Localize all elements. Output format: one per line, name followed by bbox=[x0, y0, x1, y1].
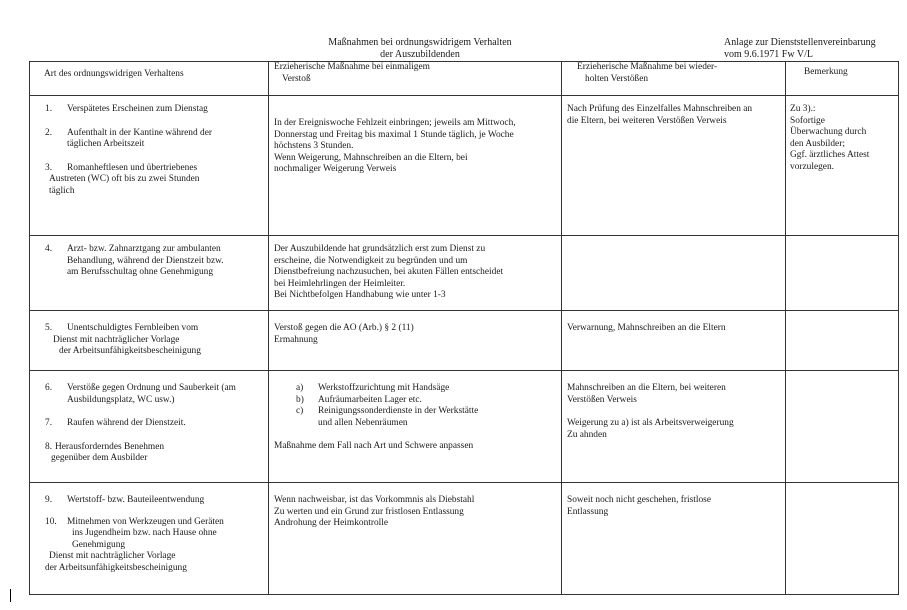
measure-text: Nach Prüfung des Einzelfalles Mahnschreiben an bbox=[567, 104, 753, 114]
item-number: 3. bbox=[45, 162, 53, 173]
subitem-letter: c) bbox=[296, 406, 304, 416]
item-text: ins Jugendheim bzw. nach Hause ohne bbox=[72, 528, 217, 538]
column-header-repeated-offense bbox=[562, 62, 786, 96]
measure-text: die Eltern, bei weiteren Verstößen Verweis bbox=[567, 115, 727, 126]
measure-text: Zu ahnden bbox=[567, 429, 607, 440]
measure-text: Zu werten und ein Grund zur fristlosen Entlassung bbox=[274, 506, 464, 517]
annex-reference bbox=[724, 37, 904, 61]
remark-text: Zu 3).: bbox=[790, 104, 816, 114]
repeated-offense-cell bbox=[562, 311, 786, 371]
remark-cell bbox=[786, 236, 899, 311]
table-row bbox=[30, 311, 899, 371]
repeated-offense-cell bbox=[562, 236, 786, 311]
item-text: Arzt- bzw. Zahnarztgang zur ambulanten bbox=[67, 244, 221, 254]
single-offense-cell bbox=[269, 371, 562, 483]
item-text: täglichen Arbeitszeit bbox=[67, 139, 145, 149]
measure-text: In der Ereigniswoche Fehlzeit einbringen; jeweils am Mittwoch, bbox=[274, 118, 516, 128]
repeated-offense-cell bbox=[562, 96, 786, 236]
measure-text: Dienstbefreiung nachzusuchen, bei akuten Fällen entscheidet bbox=[274, 267, 504, 277]
item-text: Verstöße gegen Ordnung und Sauberkeit (am bbox=[67, 383, 236, 393]
item-number: 2. bbox=[45, 127, 53, 138]
item-text: Raufen während der Dienstzeit. bbox=[67, 418, 186, 428]
item-text: Herausforderndes Benehmen bbox=[55, 441, 165, 452]
column-header-violation bbox=[30, 62, 269, 96]
remark-cell bbox=[786, 96, 899, 236]
subitem-text: und allen Nebenräumen bbox=[318, 417, 408, 428]
item-text: am Berufsschultag ohne Genehmigung bbox=[67, 267, 214, 277]
item-text: gegenüber dem Ausbilder bbox=[51, 453, 148, 463]
measure-text: Androhung der Heimkontrolle bbox=[274, 518, 389, 528]
item-text: Verspätetes Erscheinen zum Dienstag bbox=[67, 104, 208, 114]
violation-cell bbox=[30, 483, 269, 595]
item-number: 9. bbox=[45, 495, 53, 505]
item-text: der Arbeitsunfähigkeitsbescheinigung bbox=[59, 346, 201, 356]
item-number: 4. bbox=[45, 244, 53, 254]
measure-text: erscheine, die Notwendigkeit zu begründen und um bbox=[274, 255, 468, 266]
item-text: Aufenthalt in der Kantine während der bbox=[67, 127, 212, 138]
item-text: Genehmigung bbox=[72, 539, 126, 550]
column-header-repeated-line1: Erzieherische Maßnahme bei wieder- bbox=[577, 62, 718, 72]
remark-text: Ggf. ärztliches Attest bbox=[790, 150, 870, 160]
text-cursor bbox=[10, 589, 11, 602]
remark-cell bbox=[786, 371, 899, 483]
column-header-remark-label: Bemerkung bbox=[804, 67, 848, 77]
measures-table bbox=[29, 61, 899, 595]
item-text: Behandlung, während der Dienstzeit bzw. bbox=[67, 255, 224, 266]
column-header-single-offense bbox=[269, 62, 562, 96]
column-header-repeated-line2: holten Verstößen bbox=[585, 73, 649, 84]
item-text: Romanheftlesen und übertriebenes bbox=[67, 162, 198, 173]
single-offense-cell bbox=[269, 483, 562, 595]
violation-item bbox=[45, 163, 264, 198]
title-line-1: Maßnahmen bei ordnungswidrigem Verhalten bbox=[328, 37, 512, 48]
violation-item bbox=[45, 244, 264, 279]
single-offense-cell bbox=[269, 311, 562, 371]
title-line-2: der Auszubildenden bbox=[380, 49, 460, 60]
measure-subitem bbox=[274, 395, 555, 407]
item-text: Ausbildungsplatz, WC usw.) bbox=[67, 394, 175, 405]
column-header-single-line2: Verstoß bbox=[282, 73, 311, 84]
violation-item bbox=[45, 442, 264, 465]
subitem-letter: a) bbox=[296, 383, 304, 393]
item-number: 7. bbox=[45, 418, 53, 428]
violation-cell bbox=[30, 311, 269, 371]
measure-text: Soweit noch nicht geschehen, fristlose bbox=[567, 495, 711, 505]
column-header-violation-label: Art des ordnungswidrigen Verhaltens bbox=[44, 69, 184, 79]
violation-item bbox=[45, 104, 264, 116]
table-row bbox=[30, 96, 899, 236]
measure-text: Verstoß gegen die AO (Arb.) § 2 (11) bbox=[274, 323, 414, 333]
remark-text: vorzulegen. bbox=[790, 161, 834, 172]
subitem-letter: b) bbox=[296, 394, 304, 405]
item-text: Unentschuldigtes Fernbleiben vom bbox=[67, 323, 199, 333]
measure-text: Maßnahme dem Fall nach Art und Schwere anpassen bbox=[274, 441, 474, 451]
item-number: 6. bbox=[45, 383, 53, 393]
measure-subitem bbox=[274, 383, 555, 395]
measure-text: bei Heimlehrlingen der Heimleiter. bbox=[274, 278, 406, 289]
measure-text: höchstens 3 Stunden. bbox=[274, 141, 354, 151]
item-number: 1. bbox=[45, 104, 53, 114]
violation-item bbox=[45, 517, 264, 575]
repeated-offense-cell bbox=[562, 371, 786, 483]
measure-text: Bei Nichtbefolgen Handhabung wie unter 1-3 bbox=[274, 290, 446, 300]
annex-line-1: Anlage zur Dienststellenvereinbarung bbox=[724, 37, 876, 48]
measure-text: Donnerstag und Freitag bis maximal 1 Stunde täglich, je Woche bbox=[274, 129, 514, 140]
item-text: Dienst mit nachträglicher Vorlage bbox=[49, 551, 176, 561]
violation-cell bbox=[30, 96, 269, 236]
measure-text: nochmaliger Weigerung Verweis bbox=[274, 164, 397, 174]
subitem-text: Reinigungssonderdienste in der Werkstätte bbox=[318, 406, 479, 416]
remark-cell bbox=[786, 483, 899, 595]
violation-item bbox=[45, 128, 264, 151]
subitem-text: Werkstoffzurichtung mit Handsäge bbox=[318, 383, 450, 393]
annex-line-2: vom 9.6.1971 Fw V/L bbox=[724, 49, 813, 60]
item-text: Dienst mit nachträglicher Vorlage bbox=[53, 334, 180, 345]
measure-text: Wenn Weigerung, Mahnschreiben an die Eltern, bei bbox=[274, 152, 468, 163]
measure-text: Verstößen Verweis bbox=[567, 394, 637, 405]
table-row bbox=[30, 236, 899, 311]
single-offense-cell bbox=[269, 236, 562, 311]
measure-text: Der Auszubildende hat grundsätzlich erst zum Dienst zu bbox=[274, 244, 486, 254]
measure-text: Wenn nachweisbar, ist das Vorkommnis als Diebstahl bbox=[274, 495, 475, 505]
remark-text: Sofortige bbox=[790, 115, 825, 126]
measure-subitem bbox=[274, 406, 555, 429]
measure-text: Ermahnung bbox=[274, 334, 318, 345]
table-row bbox=[30, 371, 899, 483]
item-text: der Arbeitsunfähigkeitsbescheinigung bbox=[45, 562, 187, 573]
item-number: 10. bbox=[45, 516, 57, 527]
item-text: Austreten (WC) oft bis zu zwei Stunden bbox=[49, 174, 200, 184]
violation-item bbox=[45, 495, 264, 507]
measure-text: Entlassung bbox=[567, 506, 609, 517]
subitem-text: Aufräumarbeiten Lager etc. bbox=[318, 394, 422, 405]
item-number: 8. bbox=[45, 441, 53, 452]
repeated-offense-cell bbox=[562, 483, 786, 595]
measure-text: Weigerung zu a) ist als Arbeitsverweigerung bbox=[567, 418, 734, 428]
measure-text: Verwarnung, Mahnschreiben an die Eltern bbox=[567, 323, 726, 333]
violation-item bbox=[45, 418, 264, 430]
item-number: 5. bbox=[45, 323, 53, 333]
document-title bbox=[300, 37, 540, 61]
violation-cell bbox=[30, 236, 269, 311]
item-text: Wertstoff- bzw. Bauteileentwendung bbox=[67, 495, 205, 505]
remark-cell bbox=[786, 311, 899, 371]
table-row bbox=[30, 483, 899, 595]
item-text: täglich bbox=[49, 185, 75, 196]
remark-text: den Ausbilder; bbox=[790, 138, 845, 149]
column-header-single-line1: Erzieherische Maßnahme bei einmaligem bbox=[274, 62, 430, 72]
single-offense-cell bbox=[269, 96, 562, 236]
violation-cell bbox=[30, 371, 269, 483]
violation-item bbox=[45, 323, 264, 358]
violation-item bbox=[45, 383, 264, 406]
table-header-row bbox=[30, 62, 899, 96]
item-text: Mitnehmen von Werkzeugen und Geräten bbox=[67, 516, 224, 527]
measure-text: Mahnschreiben an die Eltern, bei weiteren bbox=[567, 383, 726, 393]
column-header-remark bbox=[786, 62, 899, 96]
remark-text: Überwachung durch bbox=[790, 127, 867, 137]
